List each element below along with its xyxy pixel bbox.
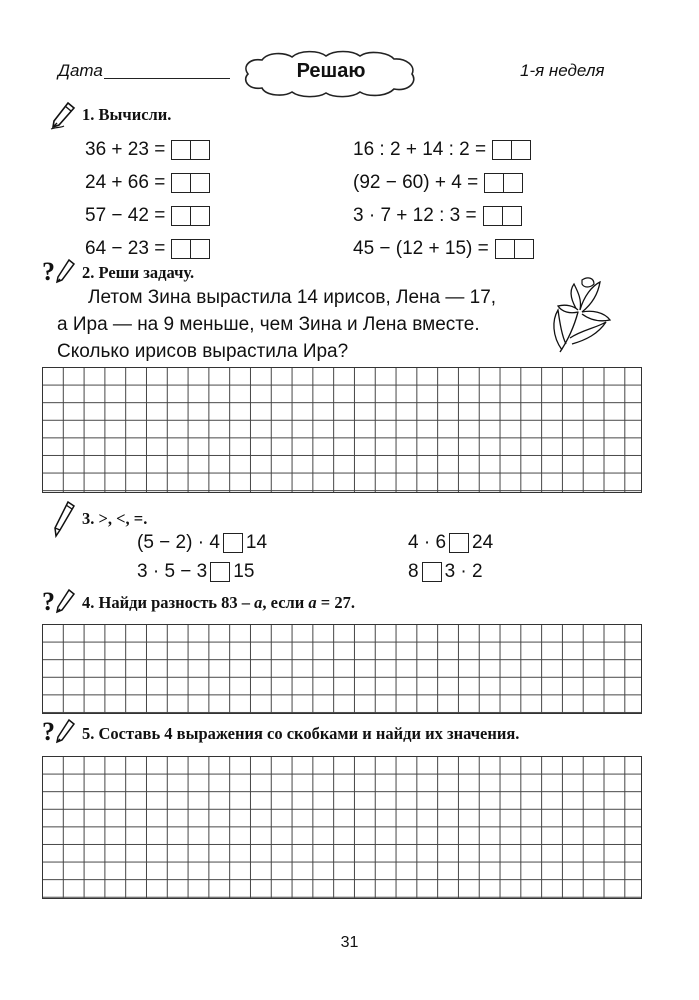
task3-title: 3. >, <, =. [82,509,148,528]
task1-row [353,232,534,265]
sign-box[interactable] [422,562,442,582]
answer-box[interactable] [484,173,523,193]
expression-right: 14 [245,532,268,553]
task3-item [137,557,254,587]
question-pen-icon [42,256,78,288]
task1-row [353,199,534,232]
week-label: 1-я неделя [520,61,605,80]
task1-row [85,166,210,199]
answer-box[interactable] [492,140,531,160]
iris-flower-icon [548,272,618,357]
problem-line: Летом Зина вырастила 14 ирисов, Лена — 17, [88,287,497,308]
variable: a [254,593,263,612]
answer-box[interactable] [171,173,210,193]
date-line[interactable] [104,78,230,79]
task4-title-suffix: = 27. [316,593,355,612]
sign-box[interactable] [223,533,243,553]
task1-right-column [353,133,534,265]
task1-row [85,232,210,265]
task1-row [85,199,210,232]
task5-title: 5. Составь 4 выражения со скобками и найди их значения. [82,724,520,743]
task3-item [408,528,493,558]
svg-text:?: ? [42,257,55,286]
task2-title: 2. Реши задачу. [82,263,195,282]
answer-box[interactable] [495,239,534,259]
expression-left: 3 · 5 − 3 [137,561,208,582]
svg-text:?: ? [42,587,55,616]
page-number: 31 [340,934,359,951]
answer-box[interactable] [171,140,210,160]
task1-row [85,133,210,166]
task4-title [82,593,355,613]
sign-box[interactable] [210,562,230,582]
expression-right: 15 [233,561,255,582]
expression: 45 − (12 + 15) = [353,237,489,259]
svg-text:?: ? [42,717,55,746]
expression: 16 : 2 + 14 : 2 = [353,138,487,160]
expression-left: (5 − 2) · 4 [137,532,220,553]
answer-box[interactable] [483,206,522,226]
expression: 64 − 23 = [85,237,166,259]
expression: 36 + 23 = [85,138,166,160]
task4-title-prefix: 4. Найди разность 83 – [82,593,255,612]
expression: 3 · 7 + 12 : 3 = [353,204,477,226]
answer-grid-task4[interactable] [42,624,642,714]
task3-item [408,557,483,587]
answer-grid-task5[interactable] [42,756,642,899]
problem-line: а Ира — на 9 меньше, чем Зина и Лена вместе. [57,314,480,335]
task1-left-column [85,133,210,265]
answer-box[interactable] [171,239,210,259]
expression: (92 − 60) + 4 = [353,171,479,193]
pen-icon [48,100,78,130]
problem-line: Сколько ирисов вырастила Ира? [57,341,349,362]
pencil-icon [50,500,76,538]
task4-title-mid: , если [262,593,309,612]
question-pen-icon [42,716,78,748]
task1-row [353,166,534,199]
task1-row [353,133,534,166]
page-title: Решаю [296,60,366,82]
sign-box[interactable] [449,533,469,553]
expression-left: 8 [408,561,419,582]
expression-right: 3 · 2 [444,561,483,582]
expression: 57 − 42 = [85,204,166,226]
variable: a [308,593,317,612]
answer-grid-task2[interactable] [42,367,642,493]
date-label: Дата [58,61,103,80]
expression: 24 + 66 = [85,171,166,193]
task3-item [137,528,267,558]
question-pen-icon [42,586,78,618]
task2-text [57,284,497,365]
expression-right: 24 [472,532,494,553]
answer-box[interactable] [171,206,210,226]
task1-title: 1. Вычисли. [82,105,172,124]
expression-left: 4 · 6 [408,532,447,553]
